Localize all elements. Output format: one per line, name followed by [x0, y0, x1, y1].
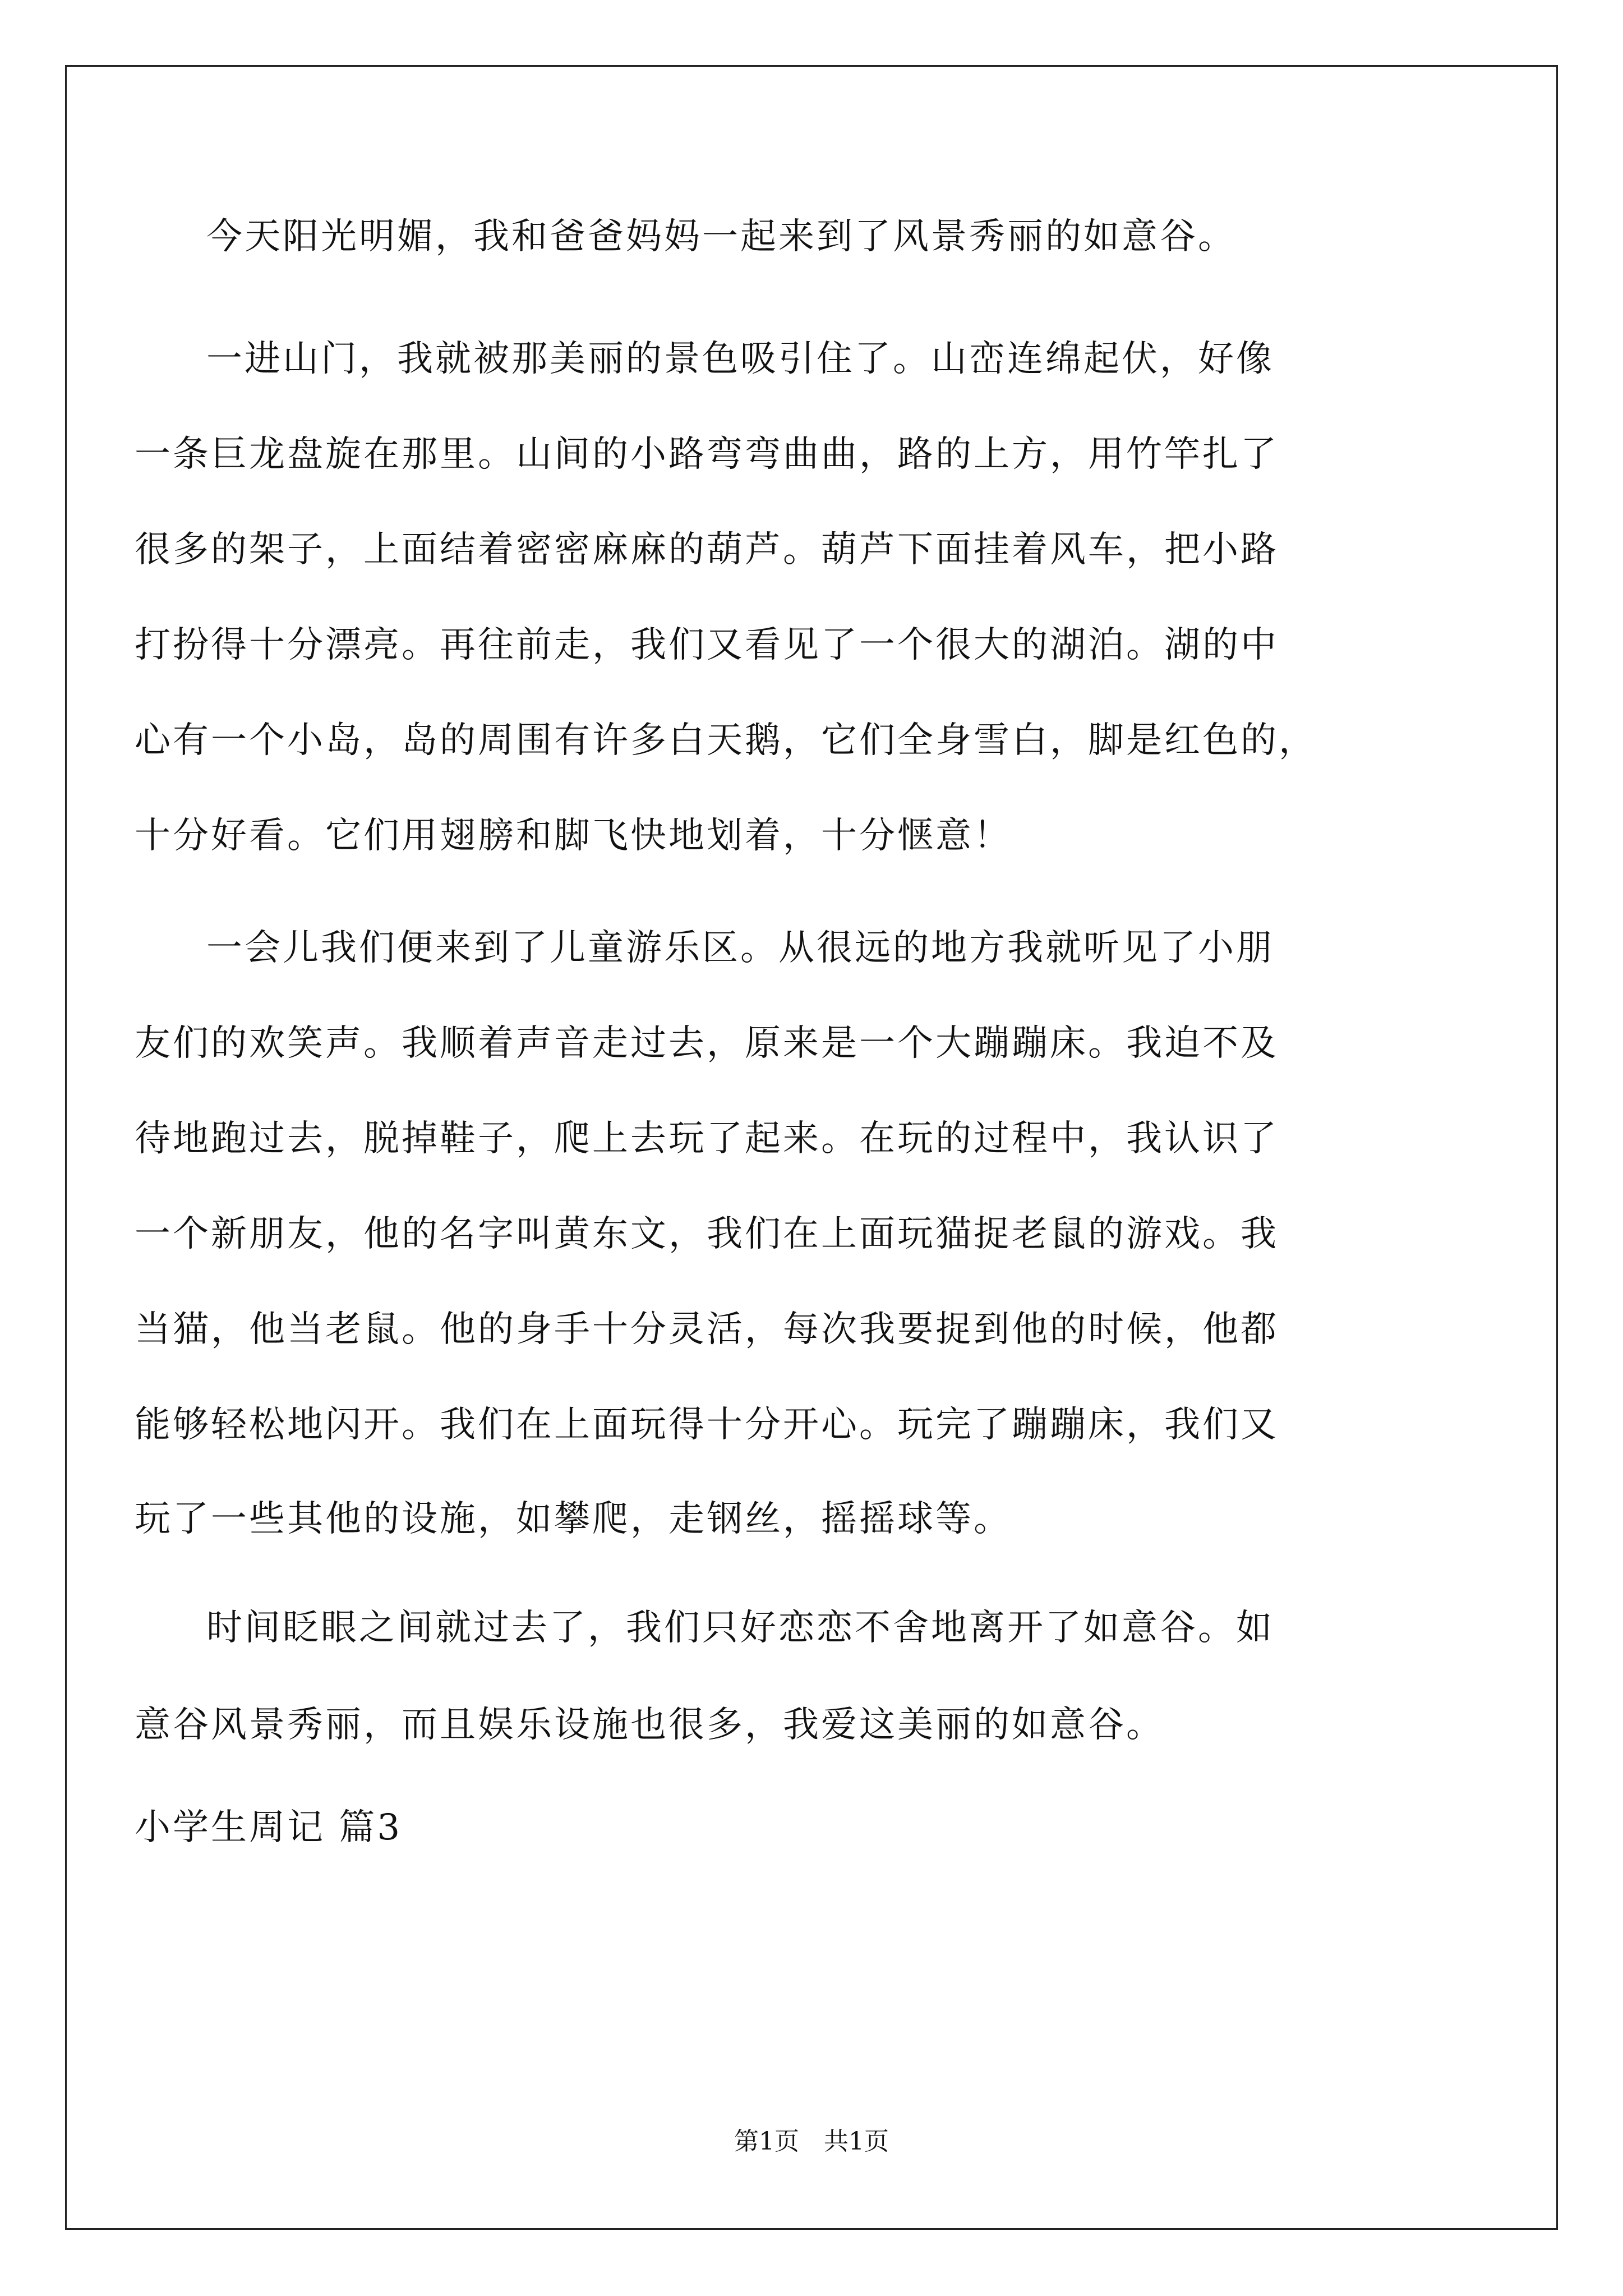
- paragraph-line: 当猫，他当老鼠。他的身手十分灵活，每次我要捉到他的时候，他都: [135, 1309, 1279, 1350]
- paragraph-line: 一个新朋友，他的名字叫黄东文，我们在上面玩猫捉老鼠的游戏。我: [135, 1213, 1279, 1255]
- paragraph-line: 一会儿我们便来到了儿童游乐区。从很远的地方我就听见了小朋: [206, 927, 1274, 969]
- paragraph-line: 意谷风景秀丽，而且娱乐设施也很多，我爱这美丽的如意谷。: [135, 1704, 1164, 1746]
- paragraph-line: 友们的欢笑声。我顺着声音走过去，原来是一个大蹦蹦床。我迫不及: [135, 1023, 1279, 1064]
- paragraph-line: 玩了一些其他的设施，如攀爬，走钢丝，摇摇球等。: [135, 1498, 1012, 1540]
- paragraph-line: 打扮得十分漂亮。再往前走，我们又看见了一个很大的湖泊。湖的中: [135, 624, 1279, 666]
- page-footer: 第1页 共1页: [734, 2127, 889, 2156]
- paragraph-line: 能够轻松地闪开。我们在上面玩得十分开心。玩完了蹦蹦床，我们又: [135, 1404, 1279, 1446]
- section-heading: 小学生周记 篇3: [135, 1807, 403, 1848]
- paragraph-line: 一条巨龙盘旋在那里。山间的小路弯弯曲曲，路的上方，用竹竿扎了: [135, 434, 1279, 475]
- paragraph-line: 心有一个小岛，岛的周围有许多白天鹅，它们全身雪白，脚是红色的，: [135, 720, 1317, 761]
- paragraph-line: 待地跑过去，脱掉鞋子，爬上去玩了起来。在玩的过程中，我认识了: [135, 1118, 1279, 1159]
- paragraph-line: 时间眨眼之间就过去了，我们只好恋恋不舍地离开了如意谷。如: [206, 1607, 1274, 1649]
- paragraph-line: 一进山门，我就被那美丽的景色吸引住了。山峦连绵起伏，好像: [206, 338, 1274, 380]
- paragraph-line: 很多的架子，上面结着密密麻麻的葫芦。葫芦下面挂着风车，把小路: [135, 529, 1279, 570]
- paragraph-line: 今天阳光明媚，我和爸爸妈妈一起来到了风景秀丽的如意谷。: [206, 216, 1236, 257]
- paragraph-line: 十分好看。它们用翅膀和脚飞快地划着，十分惬意！: [135, 815, 1012, 857]
